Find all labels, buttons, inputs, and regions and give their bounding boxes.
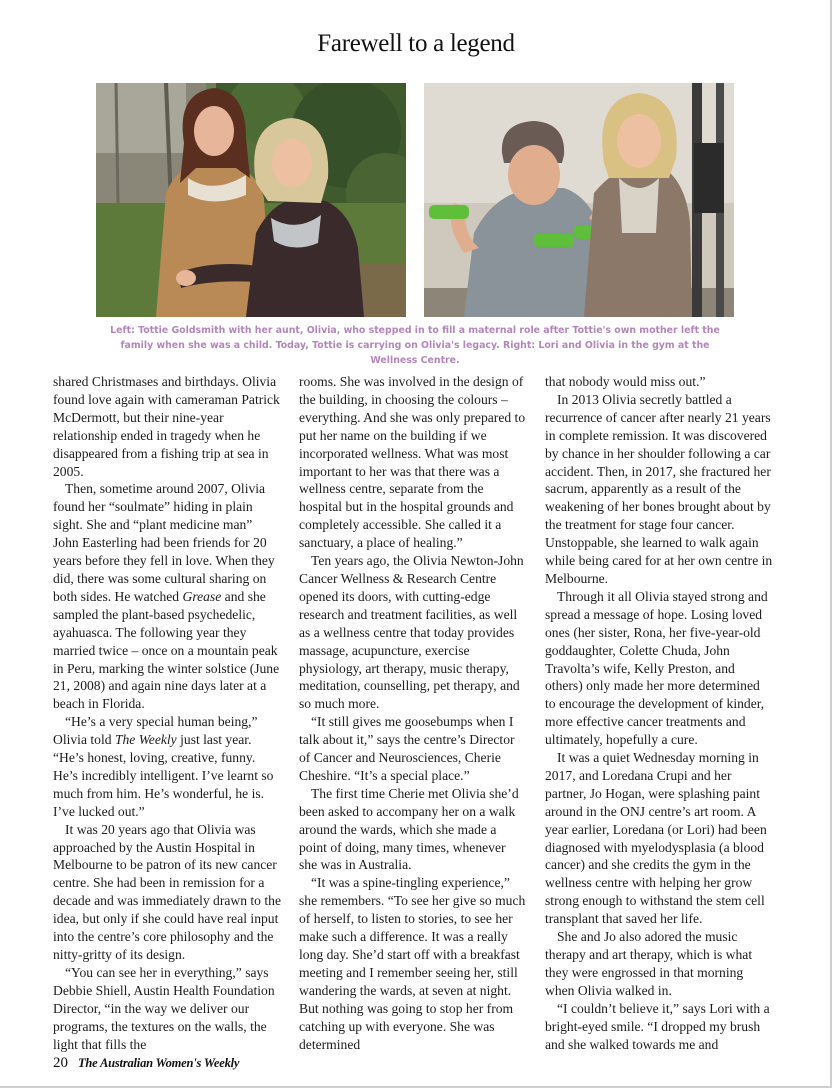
paragraph: that nobody would miss out.”	[545, 374, 706, 389]
paragraph: “You can see her in everything,” says Debbie Shiell, Austin Health Foundation Director, “in the way we deliver our programs, the textures on the walls, the light that fills the	[53, 964, 275, 1052]
italic-title: The Weekly	[114, 732, 177, 748]
text-run: just last year. “He’s honest, loving, creative, funny. He’s incredibly intelligent. I’ve learnt so much from him. He’s wonderful, he is. I’ve lucked out.”	[53, 732, 274, 819]
paragraph: “It still gives me goosebumps when I talk about it,” says the centre’s Director of Cancer and Neurosciences, Cherie Cheshire. “It’s a special place.”	[299, 714, 515, 783]
paragraph: “It was a spine-tingling experience,” she remembers. “To see her give so much of herself, to listen to stories, to see her make such a difference. It was a really long day. She’d start off with a breakfast meeting and I remember seeing her, still wandering the wards, at seven at night. But nothing was going to stop her from catching up with everyone. She was determined	[299, 875, 526, 1052]
photo-lori-and-olivia-gym	[424, 83, 734, 317]
paragraph: shared Christmases and birthdays. Olivia found love again with cameraman Patrick McDermott, but their nine-year relationship ended in tragedy when he disappeared from a fishing trip at sea in 2005.	[53, 374, 280, 479]
paragraph	[53, 480, 281, 713]
paragraph: She and Jo also adored the music therapy and art therapy, which is what they were engrossed in that morning when Olivia walked in.	[545, 929, 753, 998]
article-column-1	[53, 373, 281, 1053]
text-run: “He’s a very special human being,” Olivia told	[53, 714, 258, 748]
paragraph	[53, 713, 281, 820]
paragraph: Ten years ago, the Olivia Newton-John Cancer Wellness & Research Centre opened its doors, with cutting-edge research and treatment facilities, as well as a wellness centre that today provides massage, acupuncture, exercise physiology, art therapy, music therapy, meditation, counselling, pet therapy, and so much more.	[299, 553, 524, 712]
text-run: and she sampled the plant-based psychedelic, ayahuasca. The following year they married twice – once on a mountain peak in Peru, marking the winter solstice (June 21, 2008) and again nine days later at a beach in Florida.	[53, 588, 280, 712]
paragraph: “I couldn’t believe it,” says Lori with a bright-eyed smile. “I dropped my brush and she walked towards me and	[545, 1000, 770, 1052]
magazine-name: The Australian Women's Weekly	[78, 1056, 240, 1070]
photo-tottie-and-olivia	[96, 83, 406, 317]
page-footer	[53, 1054, 239, 1072]
page-title: Farewell to a legend	[317, 30, 515, 57]
italic-title: Grease	[182, 588, 222, 604]
photo-caption: Left: Tottie Goldsmith with her aunt, Olivia, who stepped in to fill a maternal role after Tottie's own mother left the family when she was a child. Today, Tottie is carrying on Olivia's legacy. Right: Lori and Olivia in the gym at the Wellness Centre.	[110, 325, 720, 366]
article-column-2	[299, 373, 527, 1053]
paragraph: It was a quiet Wednesday morning in 2017, and Loredana Crupi and her partner, Jo Hogan, were splashing paint around in the ONJ centre’s art room. A year earlier, Loredana (or Lori) had been diagnosed with myelodysplasia (a blood cancer) and she credits the gym in the wellness centre with helping her grow strong enough to withstand the stem cell transplant that saved her life.	[545, 750, 767, 927]
page-number: 20	[53, 1055, 68, 1071]
paragraph: In 2013 Olivia secretly battled a recurrence of cancer after nearly 21 years in complete remission. It was discovered by chance in her shoulder following a car accident. Then, in 2017, she fractured her sacrum, apparently as a result of the weakening of her bones brought about by the treatment for stage four cancer. Unstoppable, she learned to walk again while being cared for at her own centre in Melbourne.	[545, 391, 773, 586]
paragraph: Through it all Olivia stayed strong and spread a message of hope. Losing loved ones (her sister, Rona, her five-year-old goddaughter, Colette Chuda, John Travolta’s wife, Kelly Preston, and others) only made her more determined to encourage the development of kinder, more effective cancer treatments and ultimately, hopefully a cure.	[545, 588, 768, 748]
paragraph: rooms. She was involved in the design of the building, in choosing the colours – everything. And she was only prepared to put her name on the building if we incorporated wellness. What was most important to her was that there was a wellness centre, separate from the hospital but in the hospital grounds and completely accessible. She called it a sanctuary, a place of healing.”	[299, 374, 526, 551]
text-run: Then, sometime around 2007, Olivia found her “soulmate” hiding in plain sight. She and “plant medicine man” John Easterling had been friends for 20 years before they fell in love. When they did, there was some cultural sharing on both sides. He watched	[53, 481, 275, 604]
paragraph: The first time Cherie met Olivia she’d been asked to accompany her on a walk around the wards, which she made a point of doing, many times, whenever she was in Australia.	[299, 785, 519, 873]
article-column-3	[545, 373, 773, 1053]
paragraph: It was 20 years ago that Olivia was approached by the Austin Hospital in Melbourne to be patron of its new cancer centre. She had been in remission for a decade and was immediately drawn to the idea, but only if she could have real input into the centre’s core philosophy and the nitty-gritty of its design.	[53, 821, 281, 962]
